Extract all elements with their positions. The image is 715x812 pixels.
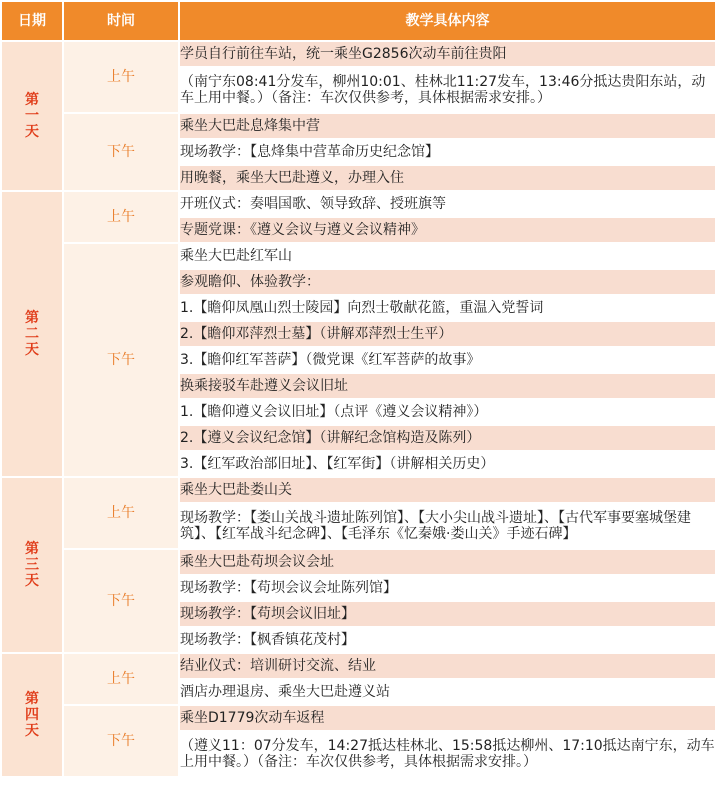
content-line: 用晚餐，乘坐大巴赴遵义，办理入住 [179,165,715,191]
header-content: 教学具体内容 [179,1,715,41]
content-line: 乘坐大巴赴息烽集中营 [179,113,715,139]
header-row [1,1,715,41]
content-line: 换乘接驳车赴遵义会议旧址 [179,373,715,399]
content-line: 1.【瞻仰凤凰山烈士陵园】向烈士敬献花篮，重温入党誓词 [179,295,715,321]
content-line: 3.【红军政治部旧址】、【红军街】（讲解相关历史） [179,451,715,477]
day-4-pm: 下午 [63,705,179,777]
content-line: （南宁东08:41分发车，柳州10:01、桂林北11:27发车，13:46分抵达贵阳东站，动车上用中餐。）（备注：车次仅供参考，具体根据需求安排。） [179,67,715,113]
day-1-am: 上午 [63,41,179,113]
content-line: 学员自行前往车站，统一乘坐G2856次动车前往贵阳 [179,41,715,67]
content-line: 现场教学：【苟坝会议旧址】 [179,601,715,627]
header-date: 日期 [1,1,63,41]
day-1-label: 第一天 [1,41,63,191]
header-time: 时间 [63,1,179,41]
content-line: 乘坐大巴赴红军山 [179,243,715,269]
day-2-pm: 下午 [63,243,179,477]
content-line: 酒店办理退房、乘坐大巴赴遵义站 [179,679,715,705]
day-1-pm: 下午 [63,113,179,191]
content-line: 现场教学：【息烽集中营革命历史纪念馆】 [179,139,715,165]
content-line: 乘坐D1779次动车返程 [179,705,715,731]
content-line: 参观瞻仰、体验教学： [179,269,715,295]
content-line: 结业仪式：培训研讨交流、结业 [179,653,715,679]
content-line: （遵义11：07分发车，14:27抵达桂林北、15:58抵达柳州、17:10抵达南宁东，动车上用中餐。）（备注：车次仅供参考，具体根据需求安排。） [179,731,715,777]
day-2-am: 上午 [63,191,179,243]
day-4-label: 第四天 [1,653,63,777]
content-line: 现场教学：【苟坝会议会址陈列馆】 [179,575,715,601]
content-line: 乘坐大巴赴苟坝会议会址 [179,549,715,575]
content-line: 现场教学：【娄山关战斗遗址陈列馆】、【大小尖山战斗遗址】、【古代军事要塞城堡建筑】、【红军战斗纪念碑】、【毛泽东《忆秦娥·娄山关》手迹石碑】 [179,503,715,549]
content-line: 2.【遵义会议纪念馆】（讲解纪念馆构造及陈列） [179,425,715,451]
content-line: 专题党课：《遵义会议与遵义会议精神》 [179,217,715,243]
content-line: 现场教学：【枫香镇花茂村】 [179,627,715,653]
day-3-pm: 下午 [63,549,179,653]
day-3-am: 上午 [63,477,179,549]
content-line: 2.【瞻仰邓萍烈士墓】（讲解邓萍烈士生平） [179,321,715,347]
day-2-label: 第二天 [1,191,63,477]
content-line: 乘坐大巴赴娄山关 [179,477,715,503]
day-3-label: 第三天 [1,477,63,653]
content-line: 开班仪式：奏唱国歌、领导致辞、授班旗等 [179,191,715,217]
content-line: 1.【瞻仰遵义会议旧址】（点评《遵义会议精神》） [179,399,715,425]
content-line: 3.【瞻仰红军菩萨】（微党课《红军菩萨的故事》 [179,347,715,373]
day-4-am: 上午 [63,653,179,705]
